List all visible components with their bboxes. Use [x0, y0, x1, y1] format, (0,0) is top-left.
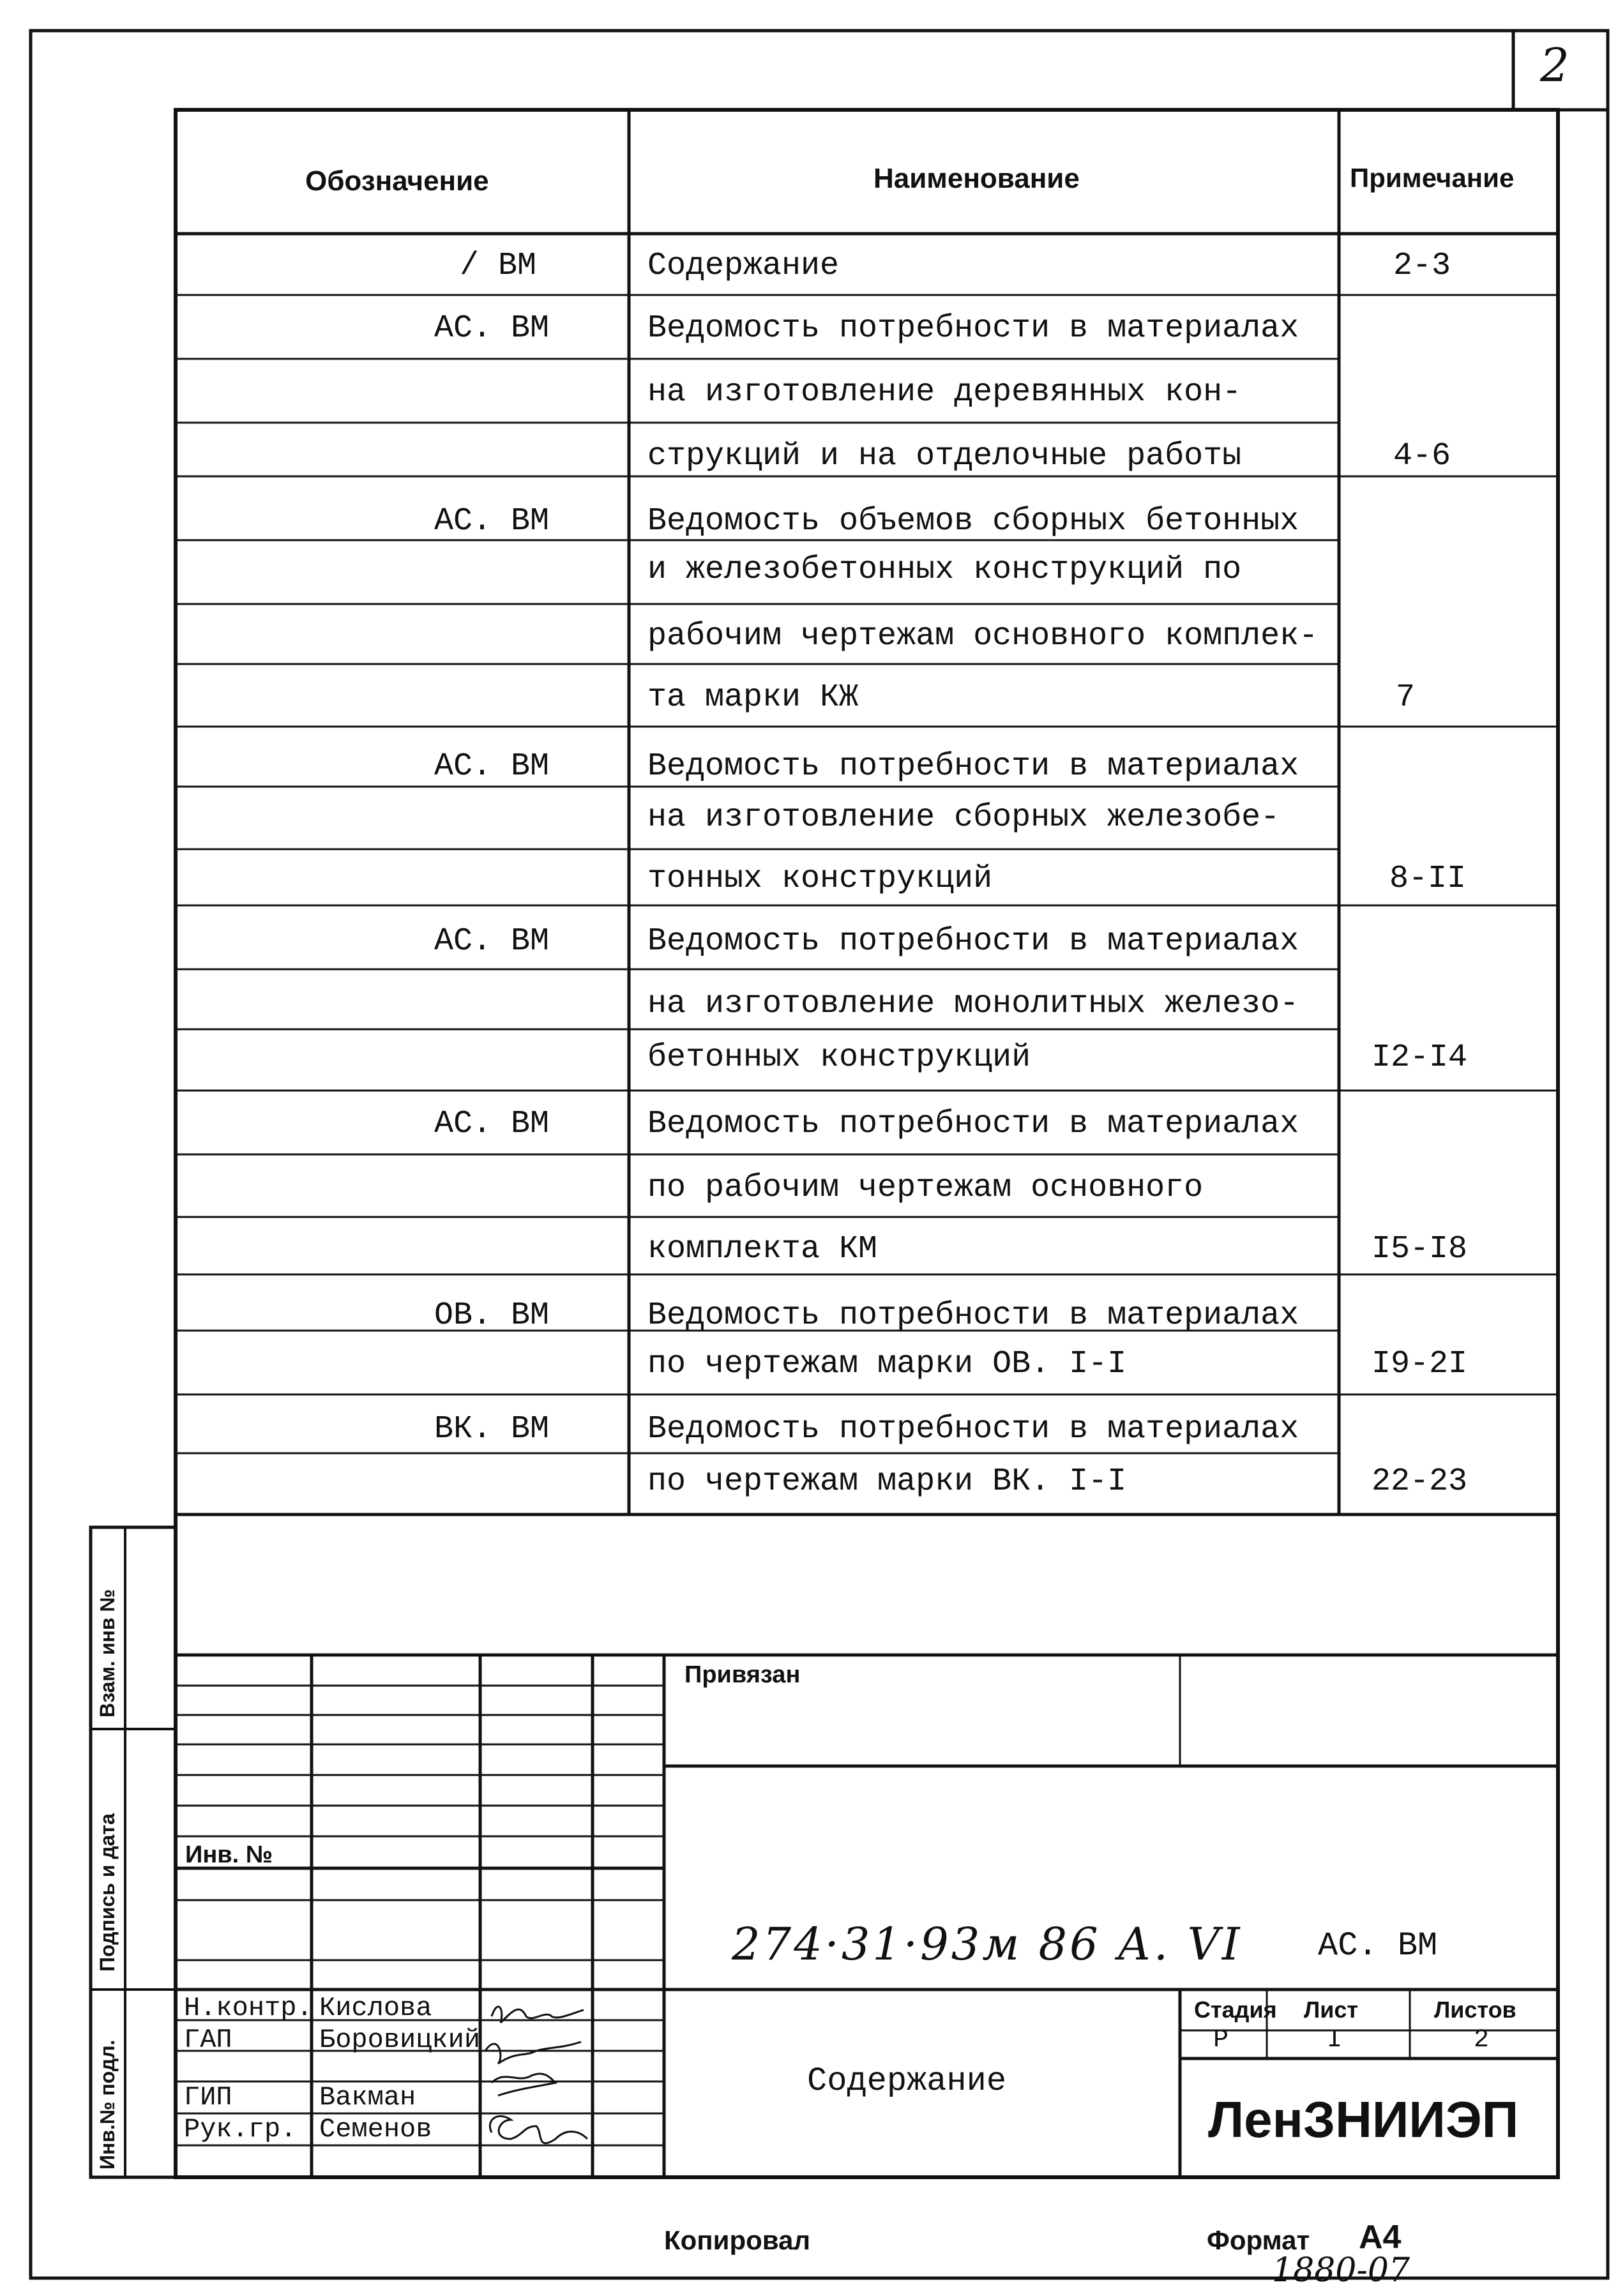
row-code: ОВ. ВМ: [434, 1297, 550, 1334]
signature-semenov: [490, 2116, 587, 2143]
row-name-line: на изготовление монолитных железо-: [647, 986, 1299, 1022]
row-name-line: Ведомость потребности в материалах: [647, 1411, 1299, 1447]
row-note: I5-I8: [1372, 1231, 1468, 1267]
row-code: АС. ВМ: [434, 310, 550, 347]
row-name-line: и железобетонных конструкций по: [647, 552, 1242, 588]
row-note: 2-3: [1393, 248, 1451, 284]
row-name-line: та марки КЖ: [647, 679, 859, 716]
sheets-value: 2: [1474, 2026, 1490, 2055]
row-name-line: Ведомость объемов сборных бетонных: [647, 503, 1299, 540]
row-code: АС. ВМ: [434, 748, 550, 785]
person-name: Семенов: [319, 2114, 432, 2145]
person-role: ГИП: [184, 2082, 232, 2113]
row-name-line: Ведомость потребности в материалах: [647, 1106, 1299, 1142]
person-role: Н.контр.: [184, 1993, 313, 2023]
row-name-line: комплекта КМ: [647, 1231, 878, 1267]
signature-vakman: [492, 2074, 556, 2096]
side-inv-orig: Инв.№ подл.: [96, 2039, 119, 2170]
row-note: 22-23: [1372, 1463, 1468, 1500]
row-name-line: тонных конструкций: [647, 861, 993, 897]
row-code: АС. ВМ: [434, 1106, 550, 1142]
row-note: I2-I4: [1372, 1039, 1468, 1076]
format-value: А4: [1359, 2219, 1402, 2256]
person-role: ГАП: [184, 2025, 232, 2055]
sheet-title: Содержание: [807, 2062, 1007, 2100]
row-name-line: Содержание: [647, 248, 840, 284]
sheet-value: I: [1327, 2026, 1343, 2055]
page-number: 2: [1540, 38, 1569, 92]
sheet-label: Лист: [1304, 1997, 1359, 2023]
row-name-line: Ведомость потребности в материалах: [647, 748, 1299, 785]
row-code: АС. ВМ: [434, 503, 550, 540]
row-name-line: рабочим чертежам основного комплек-: [647, 618, 1319, 654]
row-name-line: по чертежам марки ОВ. I-I: [647, 1346, 1127, 1382]
row-name-line: бетонных конструкций: [647, 1039, 1031, 1076]
person-name: Вакман: [319, 2082, 416, 2113]
linked-label: Привязан: [684, 1661, 801, 1688]
row-name-line: по чертежам марки ВК. I-I: [647, 1463, 1127, 1500]
row-note: 7: [1396, 679, 1416, 716]
stage-value: Р: [1213, 2026, 1229, 2055]
organization-name: ЛенЗНИИЭП: [1208, 2091, 1519, 2148]
signature-kislova: [492, 2007, 584, 2023]
person-name: Боровицкий: [319, 2025, 481, 2055]
side-vzam-inv: Взам. инв №: [96, 1589, 119, 1718]
row-note: I9-2I: [1372, 1346, 1468, 1382]
side-sign-date: Подпись и дата: [96, 1813, 119, 1972]
row-name-line: по рабочим чертежам основного: [647, 1170, 1204, 1206]
document-code: 274·31·93м 86 А. VI: [732, 1918, 1243, 1970]
inv-no-label: Инв. №: [185, 1841, 273, 1868]
person-name: Кислова: [319, 1993, 432, 2023]
row-code: / ВМ: [460, 248, 537, 284]
header-designation: Обозначение: [305, 165, 489, 197]
row-code: АС. ВМ: [434, 923, 550, 960]
row-name-line: Ведомость потребности в материалах: [647, 310, 1299, 347]
row-name-line: на изготовление сборных железобе-: [647, 799, 1280, 836]
copied-label: Копировал: [664, 2225, 811, 2255]
row-name-line: Ведомость потребности в материалах: [647, 923, 1299, 960]
archive-number: 1880-07: [1272, 2251, 1410, 2290]
document-mark: АС. ВМ: [1318, 1927, 1438, 1965]
header-note: Примечание: [1350, 163, 1515, 193]
row-code: ВК. ВМ: [434, 1411, 550, 1447]
row-name-line: струкций и на отделочные работы: [647, 438, 1242, 474]
sheets-label: Листов: [1434, 1997, 1516, 2023]
signature-borovitsky: [485, 2042, 581, 2064]
row-note: 4-6: [1393, 438, 1451, 474]
person-role: Рук.гр.: [184, 2114, 297, 2145]
header-name: Наименование: [873, 163, 1080, 194]
row-name-line: Ведомость потребности в материалах: [647, 1297, 1299, 1334]
row-note: 8-II: [1389, 861, 1467, 897]
row-name-line: на изготовление деревянных кон-: [647, 374, 1242, 411]
stage-label: Стадия: [1194, 1997, 1277, 2023]
format-label: Формат: [1207, 2225, 1310, 2255]
